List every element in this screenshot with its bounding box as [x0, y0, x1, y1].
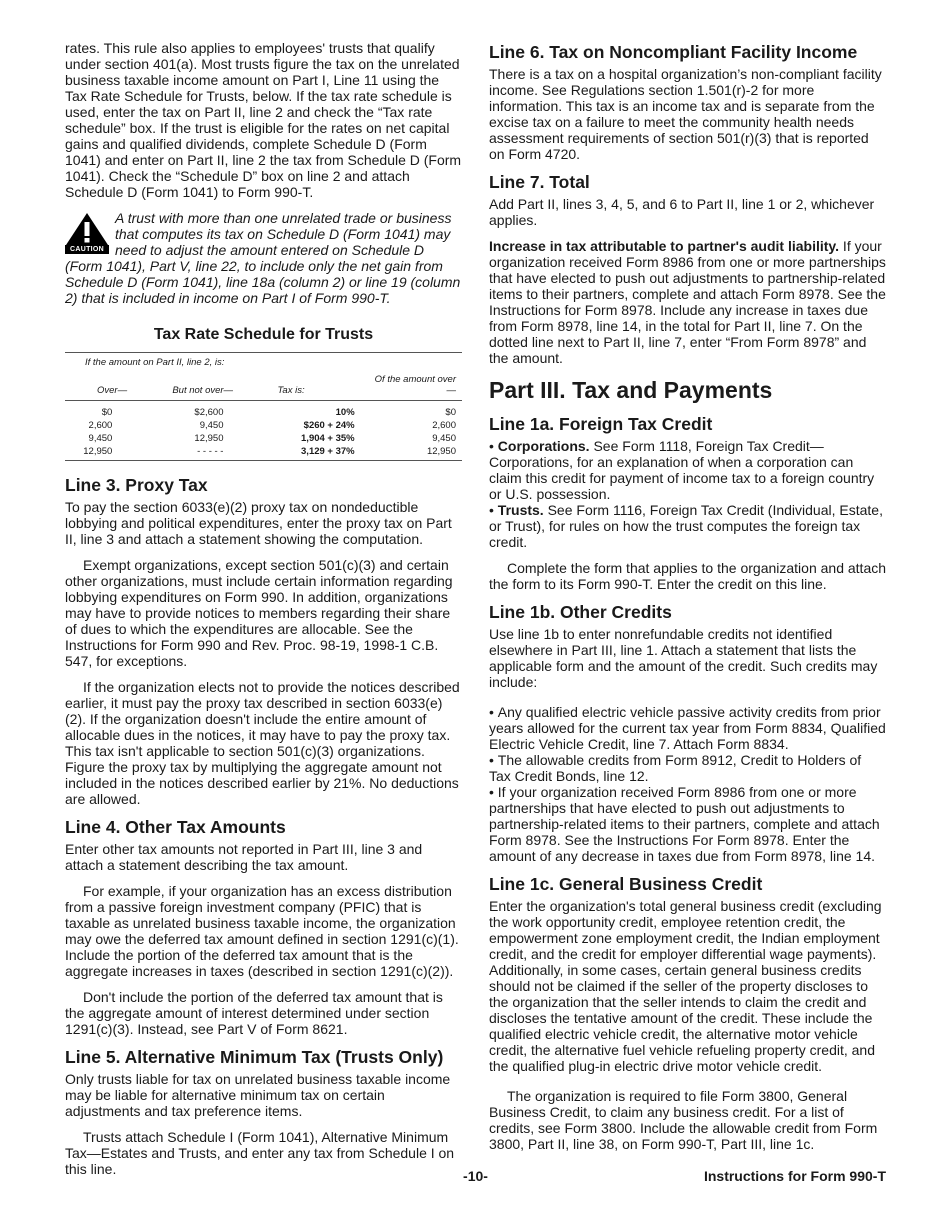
line7-heading: Line 7. Total — [489, 172, 590, 192]
table-cell: 2,600 — [432, 420, 456, 431]
schedule-header: Of the amount over— — [375, 374, 462, 401]
table-cell: - - - - - — [152, 445, 263, 461]
line1b-paragraph: Use line 1b to enter nonrefundable credits not identified elsewhere in Part III, line 1. Attach a statement that lists the applicable form and the amount of the credit. Such credits may include: — [489, 626, 878, 690]
caution-icon — [65, 212, 109, 256]
line5-paragraph: Trusts attach Schedule I (Form 1041), Alternative Minimum Tax—Estates and Trusts, and enter any tax from Schedule I on this line. — [65, 1129, 455, 1177]
table-cell: 9,450 — [199, 420, 224, 431]
tax-rate-schedule-table — [65, 352, 462, 461]
line5-paragraph: Only trusts liable for tax on unrelated business taxable income may be liable for alternative minimum tax on certain adjustments and tax preference items. — [65, 1071, 451, 1119]
bullet-text: See Form 1118, Foreign Tax Credit—Corporations, for an explanation of when a corporation can claim this credit for payment of income tax to a foreign country or U.S. possession. — [489, 438, 875, 502]
table-row — [65, 419, 462, 432]
line3-paragraph: If the organization elects not to provide the notices described earlier, it must pay the proxy tax described in section 6033(e)(2). If the organization doesn't include the entire amount of allocable dues in the notices, it may have to pay the proxy tax. This tax isn't applicable to section 501(c)(3) organizations. Figure the proxy tax by multiplying the aggregate amount not included in the notices described earlier by 21%. No deductions are allowed. — [65, 679, 460, 807]
left-column — [65, 40, 462, 1187]
line4-heading: Line 4. Other Tax Amounts — [65, 817, 286, 837]
bullet-text: If your organization received Form 8986 from one or more partnerships that have elected to push out adjustments to partnership-related items to their partners, complete and attach Form 8978. See the Instructions For Form 8978. Enter the amount of any decrease in taxes due from Form 8978, line 14. — [489, 784, 880, 864]
list-item: • Trusts. See Form 1116, Foreign Tax Credit (Individual, Estate, or Trust), for rules on how the trust computes the foreign tax credit. — [489, 502, 883, 550]
page-number: -10- — [463, 1168, 488, 1184]
table-cell: 10% — [335, 407, 355, 418]
tax-rate-schedule-title: Tax Rate Schedule for Trusts — [153, 326, 374, 343]
line1a-paragraph: Complete the form that applies to the organization and attach the form to its Form 990-T. Enter the credit on this line. — [489, 560, 887, 592]
line1b-heading: Line 1b. Other Credits — [489, 602, 672, 622]
line4-paragraph: Don't include the portion of the deferred tax amount that is the aggregate amount of interest determined under section 1291(c)(3). Instead, see Part V of Form 8621. — [65, 989, 443, 1037]
caution-block — [65, 210, 462, 306]
bullet-lead: Corporations. — [497, 438, 590, 454]
bullet-text: See Form 1116, Foreign Tax Credit (Individual, Estate, or Trust), for rules on how the trust computes the foreign tax credit. — [489, 502, 883, 550]
list-item: • The allowable credits from Form 8912, Credit to Holders of Tax Credit Bonds, line 12. — [489, 752, 862, 784]
line6-paragraph: There is a tax on a hospital organization’s non-compliant facility income. See Regulations section 1.501(r)-2 for more information. This tax is an income tax and is separate from the excise tax on a failure to meet the community health needs assessment requirements of section 501(r)(3) that is reported on Form 4720. — [489, 66, 882, 162]
table-cell: 1,904 + 35% — [301, 433, 355, 444]
line1c-paragraph: Enter the organization's total general business credit (excluding the work opportunity credit, employee retention credit, the empowerment zone employment credit, the Indian employment credit, and the credit for employer differential wage payments). Additionally, in some cases, certain general business credits should not be claimed if the seller of the property discloses to the organization that the seller intends to claim the credit and discloses the tentative amount of the credit. These include the qualified electric vehicle credit, the alternative motor vehicle credit, the alternative fuel vehicle refueling property credit, and the qualified plug-in electric drive motor vehicle credit. — [489, 898, 882, 1074]
schedule-header: But not over— — [152, 374, 263, 401]
table-cell: $0 — [101, 407, 113, 418]
intro-paragraph: rates. This rule also applies to employees' trusts that qualify under section 401(a). Most trusts figure the tax on the unrelated business taxable income amount on Part I, Line 11 using the Tax Rate Schedule for Trusts, below. If the tax rate schedule is used, enter the tax on Part II, line 2 and check the “Tax rate schedule” box. If the trust is eligible for the rates on net capital gains and qualified dividends, complete Schedule D (Form 1041) and enter on Part II, line 2 the tax from Schedule D (Form 1041). Check the “Schedule D” box on line 2 and attach Schedule D (Form 1041) to Form 990-T. — [65, 40, 462, 200]
schedule-header: Over— — [65, 374, 152, 401]
table-row — [65, 445, 462, 461]
table-cell: 9,450 — [88, 433, 113, 444]
bullet-lead: Trusts. — [497, 502, 544, 518]
line7-paragraph: Add Part II, lines 3, 4, 5, and 6 to Part II, line 1 or 2, whichever applies. — [489, 196, 875, 228]
line1c-heading: Line 1c. General Business Credit — [489, 874, 763, 894]
line4-paragraph: For example, if your organization has an excess distribution from a passive foreign investment company (PFIC) that is taxable as unrelated business taxable income, the organization may owe the deferred tax amount defined in section 1291(c)(1). Include the portion of the deferred tax amount that is the aggregate increases in taxes (described in section 1291(c)(2)). — [65, 883, 459, 979]
list-item: • If your organization received Form 8986 from one or more partnerships that have elected to push out adjustments to partnership-related items to their partners, complete and attach Form 8978. See the Instructions For Form 8978. Enter the amount of any decrease in taxes due from Form 8978, line 14. — [489, 784, 880, 864]
table-cell: $0 — [445, 407, 456, 418]
line3-paragraph: Exempt organizations, except section 501(c)(3) and certain other organizations, must include certain information regarding lobbying expenditures on Form 990. In addition, organizations may have to provide notices to members regarding their share of dues to which the expenditures are allocable. See the Instructions for Form 990 and Rev. Proc. 98-19, 1998-1 C.B. 547, for exceptions. — [65, 557, 453, 669]
line3-paragraph: To pay the section 6033(e)(2) proxy tax on nondeductible lobbying and political expenditures, enter the proxy tax on Part II, line 3 and attach a statement showing the computation. — [65, 499, 452, 547]
table-cell: 12,950 — [65, 445, 152, 461]
table-cell: $2,600 — [194, 407, 224, 418]
line7-bold-lead: Increase in tax attributable to partner's audit liability. — [489, 238, 840, 254]
line4-paragraph: Enter other tax amounts not reported in Part III, line 3 and attach a statement describing the tax amount. — [65, 841, 423, 873]
schedule-header: Tax is: — [263, 374, 374, 401]
table-row — [65, 432, 462, 445]
part3-heading: Part III. Tax and Payments — [489, 377, 773, 403]
line7-paragraph — [489, 238, 886, 366]
list-item: • Corporations. See Form 1118, Foreign Tax Credit—Corporations, for an explanation of when a corporation can claim this credit for payment of income tax to a foreign country or U.S. possession. — [489, 438, 875, 502]
list-item: • Any qualified electric vehicle passive activity credits from prior years allowed for the current tax year from Form 8834, Qualified Electric Vehicle Credit, line 7. Attach Form 8834. — [489, 704, 886, 752]
form-title: Instructions for Form 990-T — [703, 1168, 886, 1184]
line1c-paragraph: The organization is required to file Form 3800, General Business Credit, to claim any business credit. For a list of credits, see Form 3800. Include the allowable credit from Form 3800, Part II, line 38, on Form 990-T, Part III, line 1c. — [489, 1088, 878, 1152]
table-cell: 2,600 — [88, 420, 113, 431]
schedule-preamble: If the amount on Part II, line 2, is: — [65, 353, 462, 375]
table-cell: $260 + 24% — [303, 420, 355, 431]
table-cell: 12,950 — [375, 445, 462, 461]
right-column — [489, 40, 886, 1162]
line6-heading: Line 6. Tax on Noncompliant Facility Income — [489, 42, 858, 62]
table-cell: 9,450 — [432, 433, 456, 444]
line3-heading: Line 3. Proxy Tax — [65, 475, 208, 495]
caution-text: A trust with more than one unrelated trade or business that computes its tax on Schedule D (Form 1041) may need to adjust the amount entered on Schedule D (Form 1041), Part V, line 22, to include only the net gain from Schedule D (Form 1041), line 18a (column 2) or line 19 (column 2) that is included in income on Part I of Form 990-T. — [65, 210, 461, 306]
line1a-heading: Line 1a. Foreign Tax Credit — [489, 414, 713, 434]
table-cell: 3,129 + 37% — [263, 445, 374, 461]
line5-heading: Line 5. Alternative Minimum Tax (Trusts Only) — [65, 1047, 444, 1067]
bullet-text: Any qualified electric vehicle passive activity credits from prior years allowed for the current tax year from Form 8834, Qualified Electric Vehicle Credit, line 7. Attach Form 8834. — [489, 704, 886, 752]
bullet-text: The allowable credits from Form 8912, Credit to Holders of Tax Credit Bonds, line 12. — [489, 752, 862, 784]
line7-paragraph-rest: If your organization received Form 8986 from one or more partnerships that have elected to push out adjustments to partnership-related items to their partners, complete and attach Form 8978. See the Instructions for Form 8978. Include any increase in taxes due from Form 8978, line 14, in the total for Part II, line 7. On the dotted line next to Part II, line 7, enter “From Form 8978” and the amount. — [489, 238, 886, 366]
table-cell: 12,950 — [194, 433, 224, 444]
table-row — [65, 401, 462, 420]
caution-label: CAUTION — [65, 245, 109, 254]
